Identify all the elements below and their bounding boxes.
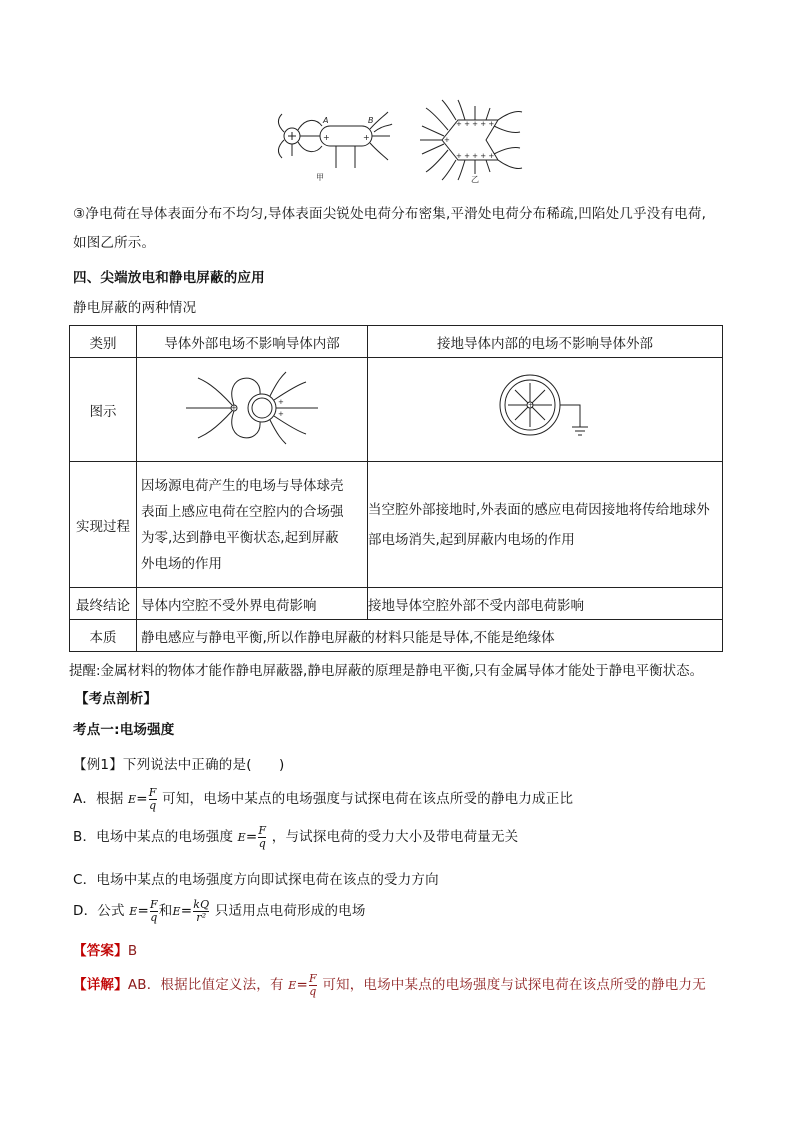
figure-grounded-shell — [368, 358, 723, 462]
option-a: A．根据 E= $\frac{F}{q}$ 可知，电场中某点的电场强度与试探电荷在该点所受的静电力成正比 — [73, 785, 574, 812]
conclusion-external: 导体内空腔不受外界电荷影响 — [137, 588, 368, 620]
figure-jia-yi — [260, 96, 550, 188]
row-label-process: 实现过程 — [70, 462, 137, 588]
paragraph-charge-distribution — [73, 200, 733, 258]
row-label-essence: 本质 — [70, 620, 137, 652]
tip-note: 提醒:金属材料的物体才能作静电屏蔽器,静电屏蔽的原理是静电平衡,只有金属导体才能处于静电平衡状态。 — [69, 663, 704, 679]
process-grounded: 当空腔外部接地时,外表面的感应电荷因接地将传给地球外 部电场消失,起到屏蔽内电场的作用 — [368, 462, 723, 588]
fraction-f-q: $\frac{F}{q}$ — [148, 785, 157, 812]
table-row-process — [70, 462, 723, 588]
svg-text:+: + — [444, 136, 450, 144]
fraction-f-q: $\frac{F}{q}$ — [308, 971, 317, 998]
grounded-shell-diagram — [490, 365, 600, 451]
label-A: A — [323, 116, 329, 125]
svg-text:+ + + + +: + + + + + — [456, 152, 495, 160]
figure-yi — [420, 100, 522, 180]
svg-text:+: + — [323, 133, 330, 142]
table-header-row — [70, 326, 723, 358]
header-external: 导体外部电场不影响导体内部 — [137, 326, 368, 358]
table-row-figure — [70, 358, 723, 462]
fraction-kq-r2: $\frac{kQ}{\text{r²}}$ — [193, 897, 210, 924]
shielding-table — [69, 325, 723, 652]
header-category: 类别 — [70, 326, 137, 358]
conclusion-grounded: 接地导体空腔外部不受内部电荷影响 — [368, 588, 723, 620]
paragraph-line-2: 如图乙所示。 — [73, 235, 156, 251]
detail-tag: 【详解】 — [73, 977, 128, 993]
answer-value: B — [127, 943, 138, 959]
svg-text:+: + — [278, 397, 284, 406]
row-label-conclusion: 最终结论 — [70, 588, 137, 620]
figure-external-field — [137, 358, 368, 462]
label-B: B — [368, 116, 374, 125]
example-stem: 【例1】下列说法中正确的是( ) — [73, 757, 285, 773]
option-b: B．电场中某点的电场强度 E= $\frac{F}{q}$ ，与试探电荷的受力大小及带电荷量无关 — [73, 823, 519, 850]
svg-text:+: + — [278, 409, 284, 418]
analysis-heading: 【考点剖析】 — [75, 691, 158, 707]
svg-text:+: + — [231, 403, 237, 412]
point-heading: 考点一:电场强度 — [73, 722, 175, 738]
option-d: D．公式 E= $\frac{F}{q}$ 和E= $\frac{kQ}{\text{r²}}$ 只适用点电荷形成的电场 — [73, 897, 366, 924]
paragraph-line-1: ③净电荷在导体表面分布不均匀,导体表面尖锐处电荷分布密集,平滑处电荷分布稀疏,凹陷处几乎没有电荷, — [73, 206, 707, 222]
row-label-figure: 图示 — [70, 358, 137, 462]
label-yi: 乙 — [471, 175, 479, 184]
section-heading: 四、尖端放电和静电屏蔽的应用 — [73, 270, 265, 286]
option-c: C．电场中某点的电场强度方向即试探电荷在该点的受力方向 — [73, 872, 439, 888]
figure-jia — [279, 112, 393, 168]
header-grounded: 接地导体内部的电场不影响导体外部 — [368, 326, 723, 358]
table-row-conclusion — [70, 588, 723, 620]
answer-tag: 【答案】 — [73, 943, 128, 959]
svg-text:+: + — [363, 133, 370, 142]
fraction-f-q: $\frac{F}{q}$ — [258, 823, 267, 850]
detail-line: 【详解】AB．根据比值定义法，有 E= $\frac{F}{q}$ 可知，电场中某点的电场强度与试探电荷在该点所受的静电力无 — [73, 971, 706, 998]
table-row-essence — [70, 620, 723, 652]
essence-text: 静电感应与静电平衡,所以作静电屏蔽的材料只能是导体,不能是绝缘体 — [137, 620, 723, 652]
answer-line — [73, 937, 733, 966]
svg-text:+ + + + +: + + + + + — [456, 120, 495, 128]
external-field-diagram — [182, 368, 322, 448]
section-subheading: 静电屏蔽的两种情况 — [73, 300, 197, 316]
fraction-f-q: $\frac{F}{q}$ — [149, 897, 158, 924]
label-jia: 甲 — [316, 173, 324, 182]
svg-text:+: + — [528, 401, 534, 409]
process-external: 因场源电荷产生的电场与导体球壳 表面上感应电荷在空腔内的合场强 为零,达到静电平衡状态,起到屏蔽 外电场的作用 — [137, 462, 368, 588]
